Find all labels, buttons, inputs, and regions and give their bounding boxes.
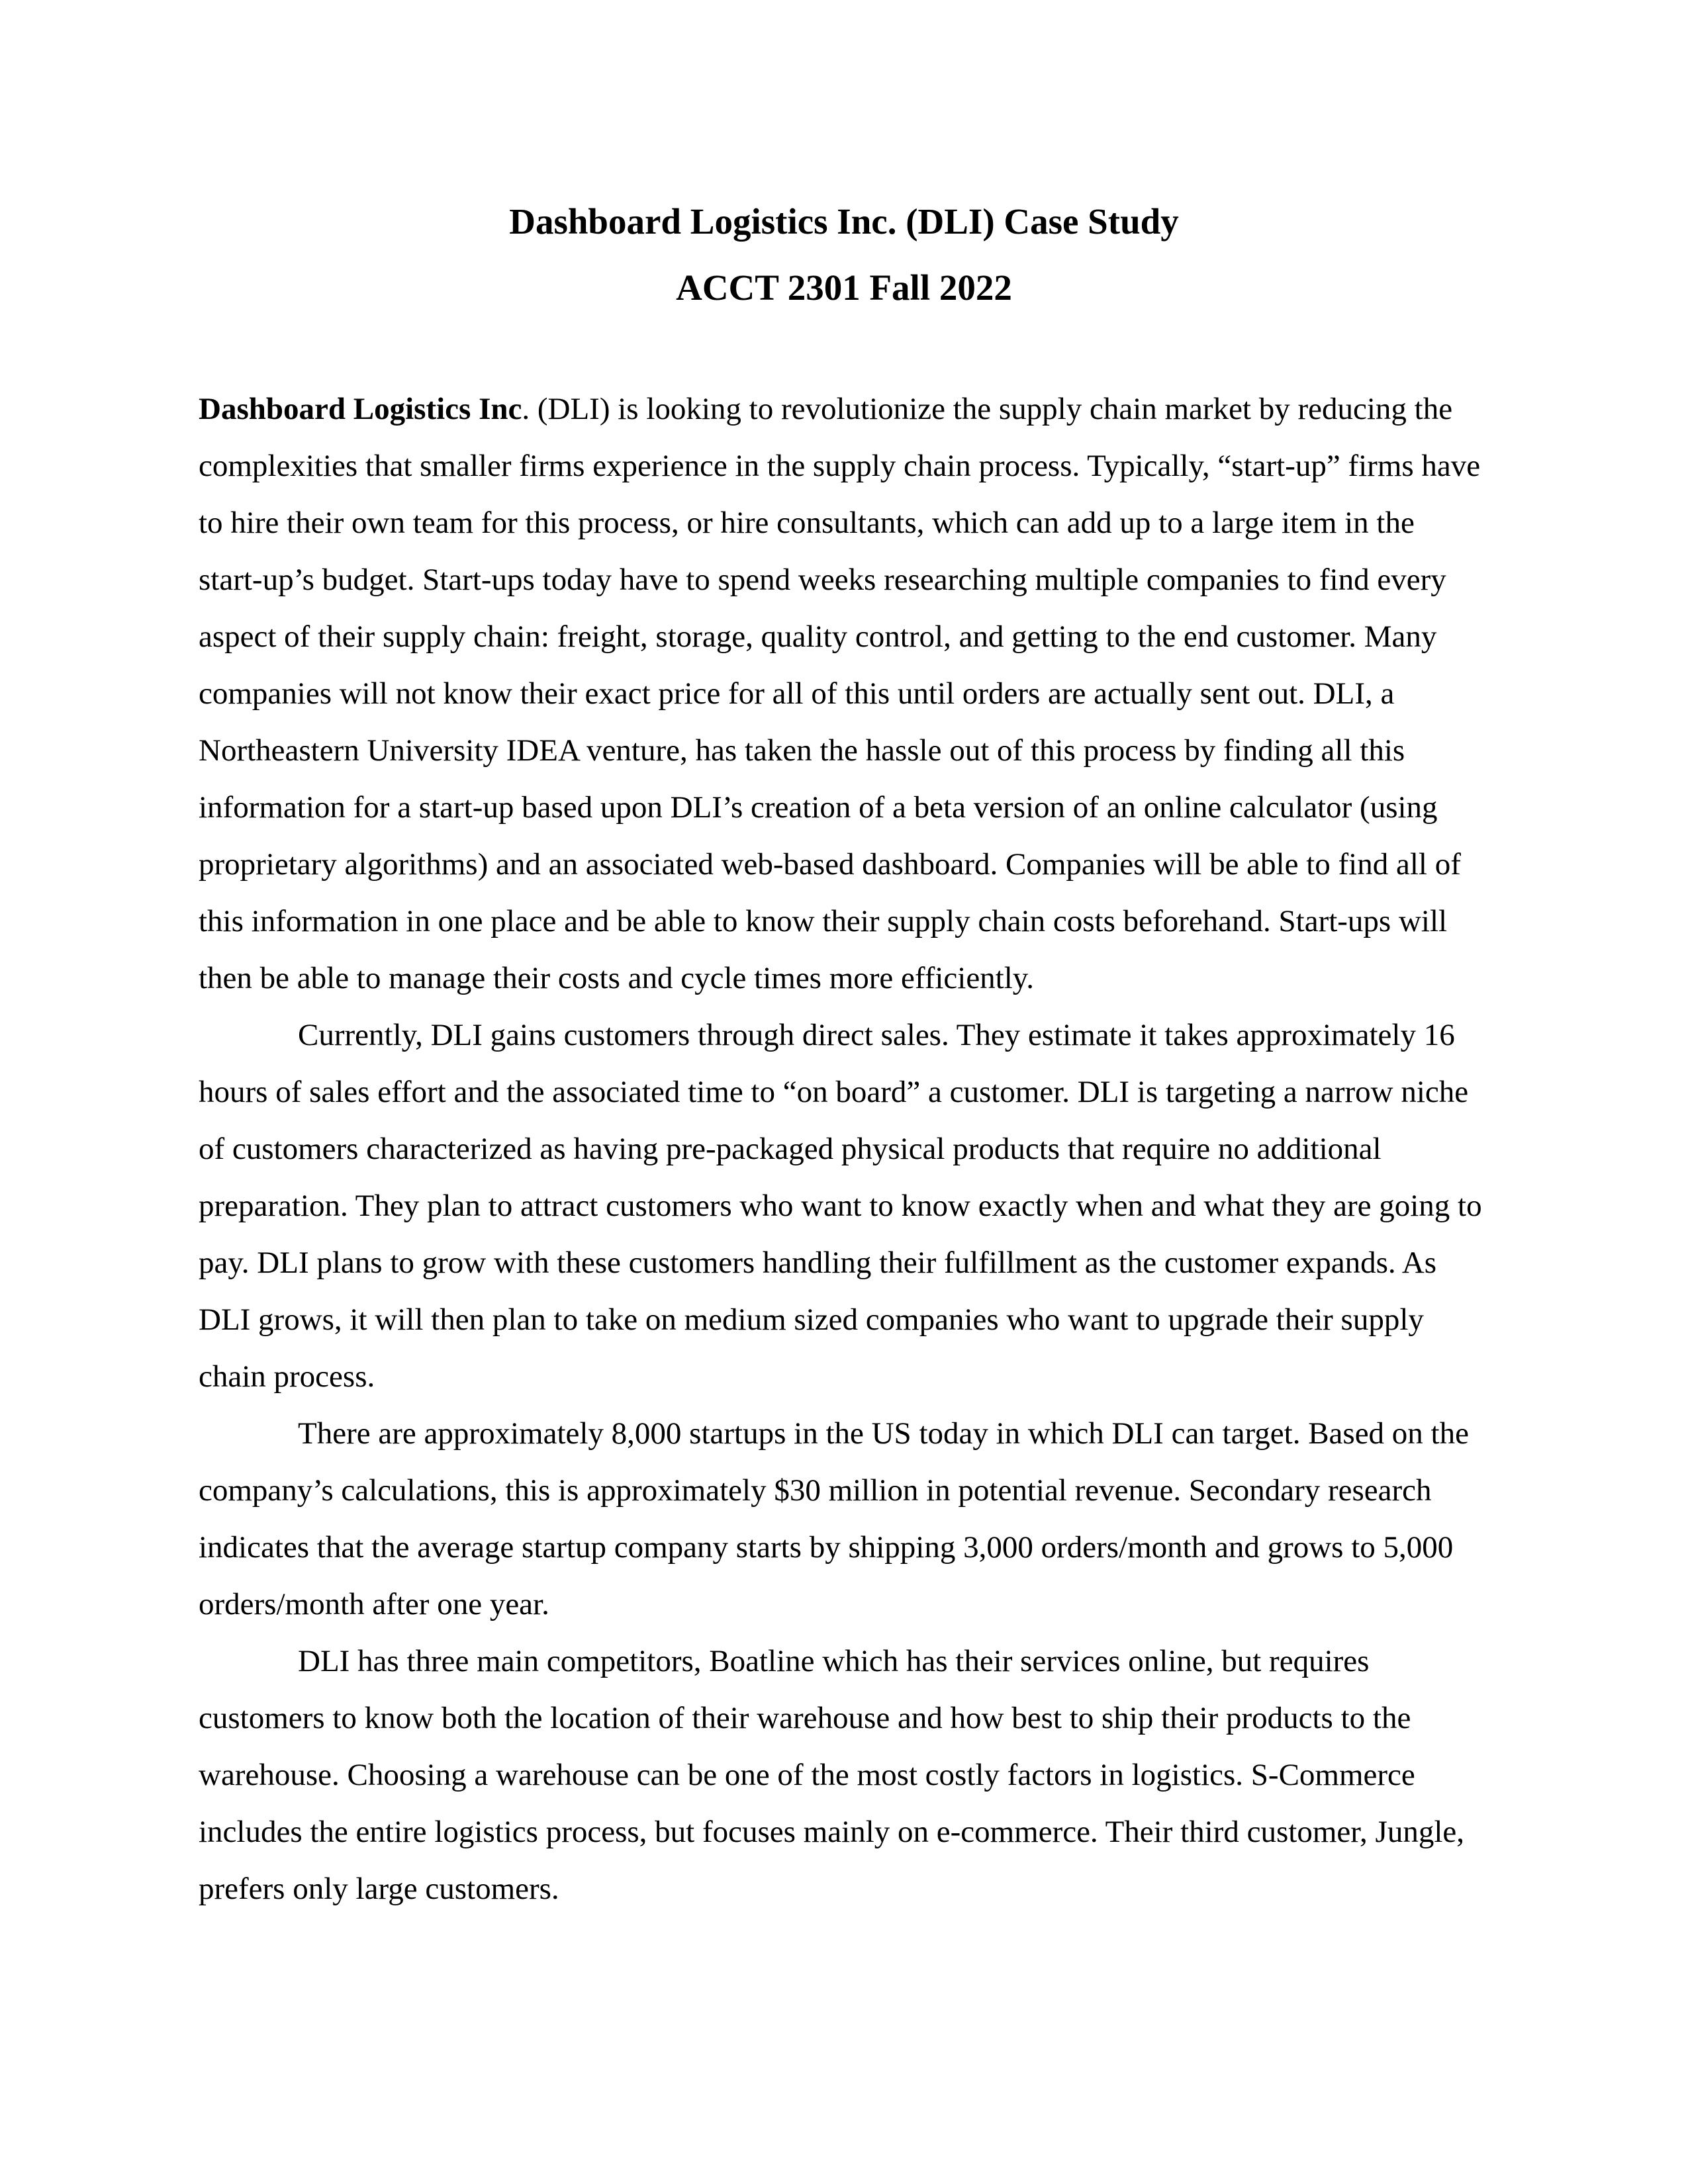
paragraph-intro-text: . (DLI) is looking to revolutionize the supply chain market by reducing the complexities that smaller firms experience in the supply chain process. Typically, “start-up” firms have to hire their own team for this process, or hire consultants, which can add up to a large item in the start-up’s budget. Start-ups today have to spend weeks researching multiple companies to find every aspect of their supply chain: freight, storage, quality control, and getting to the end customer. Many companies will not know their exact price for all of this until orders are actually sent out. DLI, a Northeastern University IDEA venture, has taken the hassle out of this process by finding all this information for a start-up based upon DLI’s creation of a beta version of an online calculator (using proprietary algorithms) and an associated web-based dashboard. Companies will be able to find all of this information in one place and be able to know their supply chain costs beforehand. Start-ups will then be able to manage their costs and cycle times more efficiently.: [199, 392, 1481, 995]
title-line-2: ACCT 2301 Fall 2022: [676, 267, 1012, 308]
title-line-1: Dashboard Logistics Inc. (DLI) Case Study: [509, 201, 1179, 242]
paragraph-competitors: DLI has three main competitors, Boatline which has their services online, but requires customers to know both the location of their warehouse and how best to ship their products to the warehouse. Choosing a warehouse can be one of the most costly factors in logistics. S-Commerce includes the entire logistics process, but focuses mainly on e-commerce. Their third customer, Jungle, prefers only large customers.: [199, 1644, 1464, 1906]
document-title: [0, 189, 1688, 321]
paragraph-market: There are approximately 8,000 startups in the US today in which DLI can target. Based on the company’s calculations, this is approximately $30 million in potential revenue. Secondary research indicates that the average startup company starts by shipping 3,000 orders/month and grows to 5,000 orders/month after one year.: [199, 1416, 1469, 1621]
paragraph-customers: Currently, DLI gains customers through direct sales. They estimate it takes approximately 16 hours of sales effort and the associated time to “on board” a customer. DLI is targeting a narrow niche of customers characterized as having pre-packaged physical products that require no additional preparation. They plan to attract customers who want to know exactly when and what they are going to pay. DLI plans to grow with these customers handling their fulfillment as the customer expands. As DLI grows, it will then plan to take on medium sized companies who want to upgrade their supply chain process.: [199, 1018, 1482, 1394]
document-body: [199, 381, 1483, 1917]
company-name-bold: Dashboard Logistics Inc: [199, 392, 522, 426]
paragraph-intro: [199, 381, 1483, 1007]
